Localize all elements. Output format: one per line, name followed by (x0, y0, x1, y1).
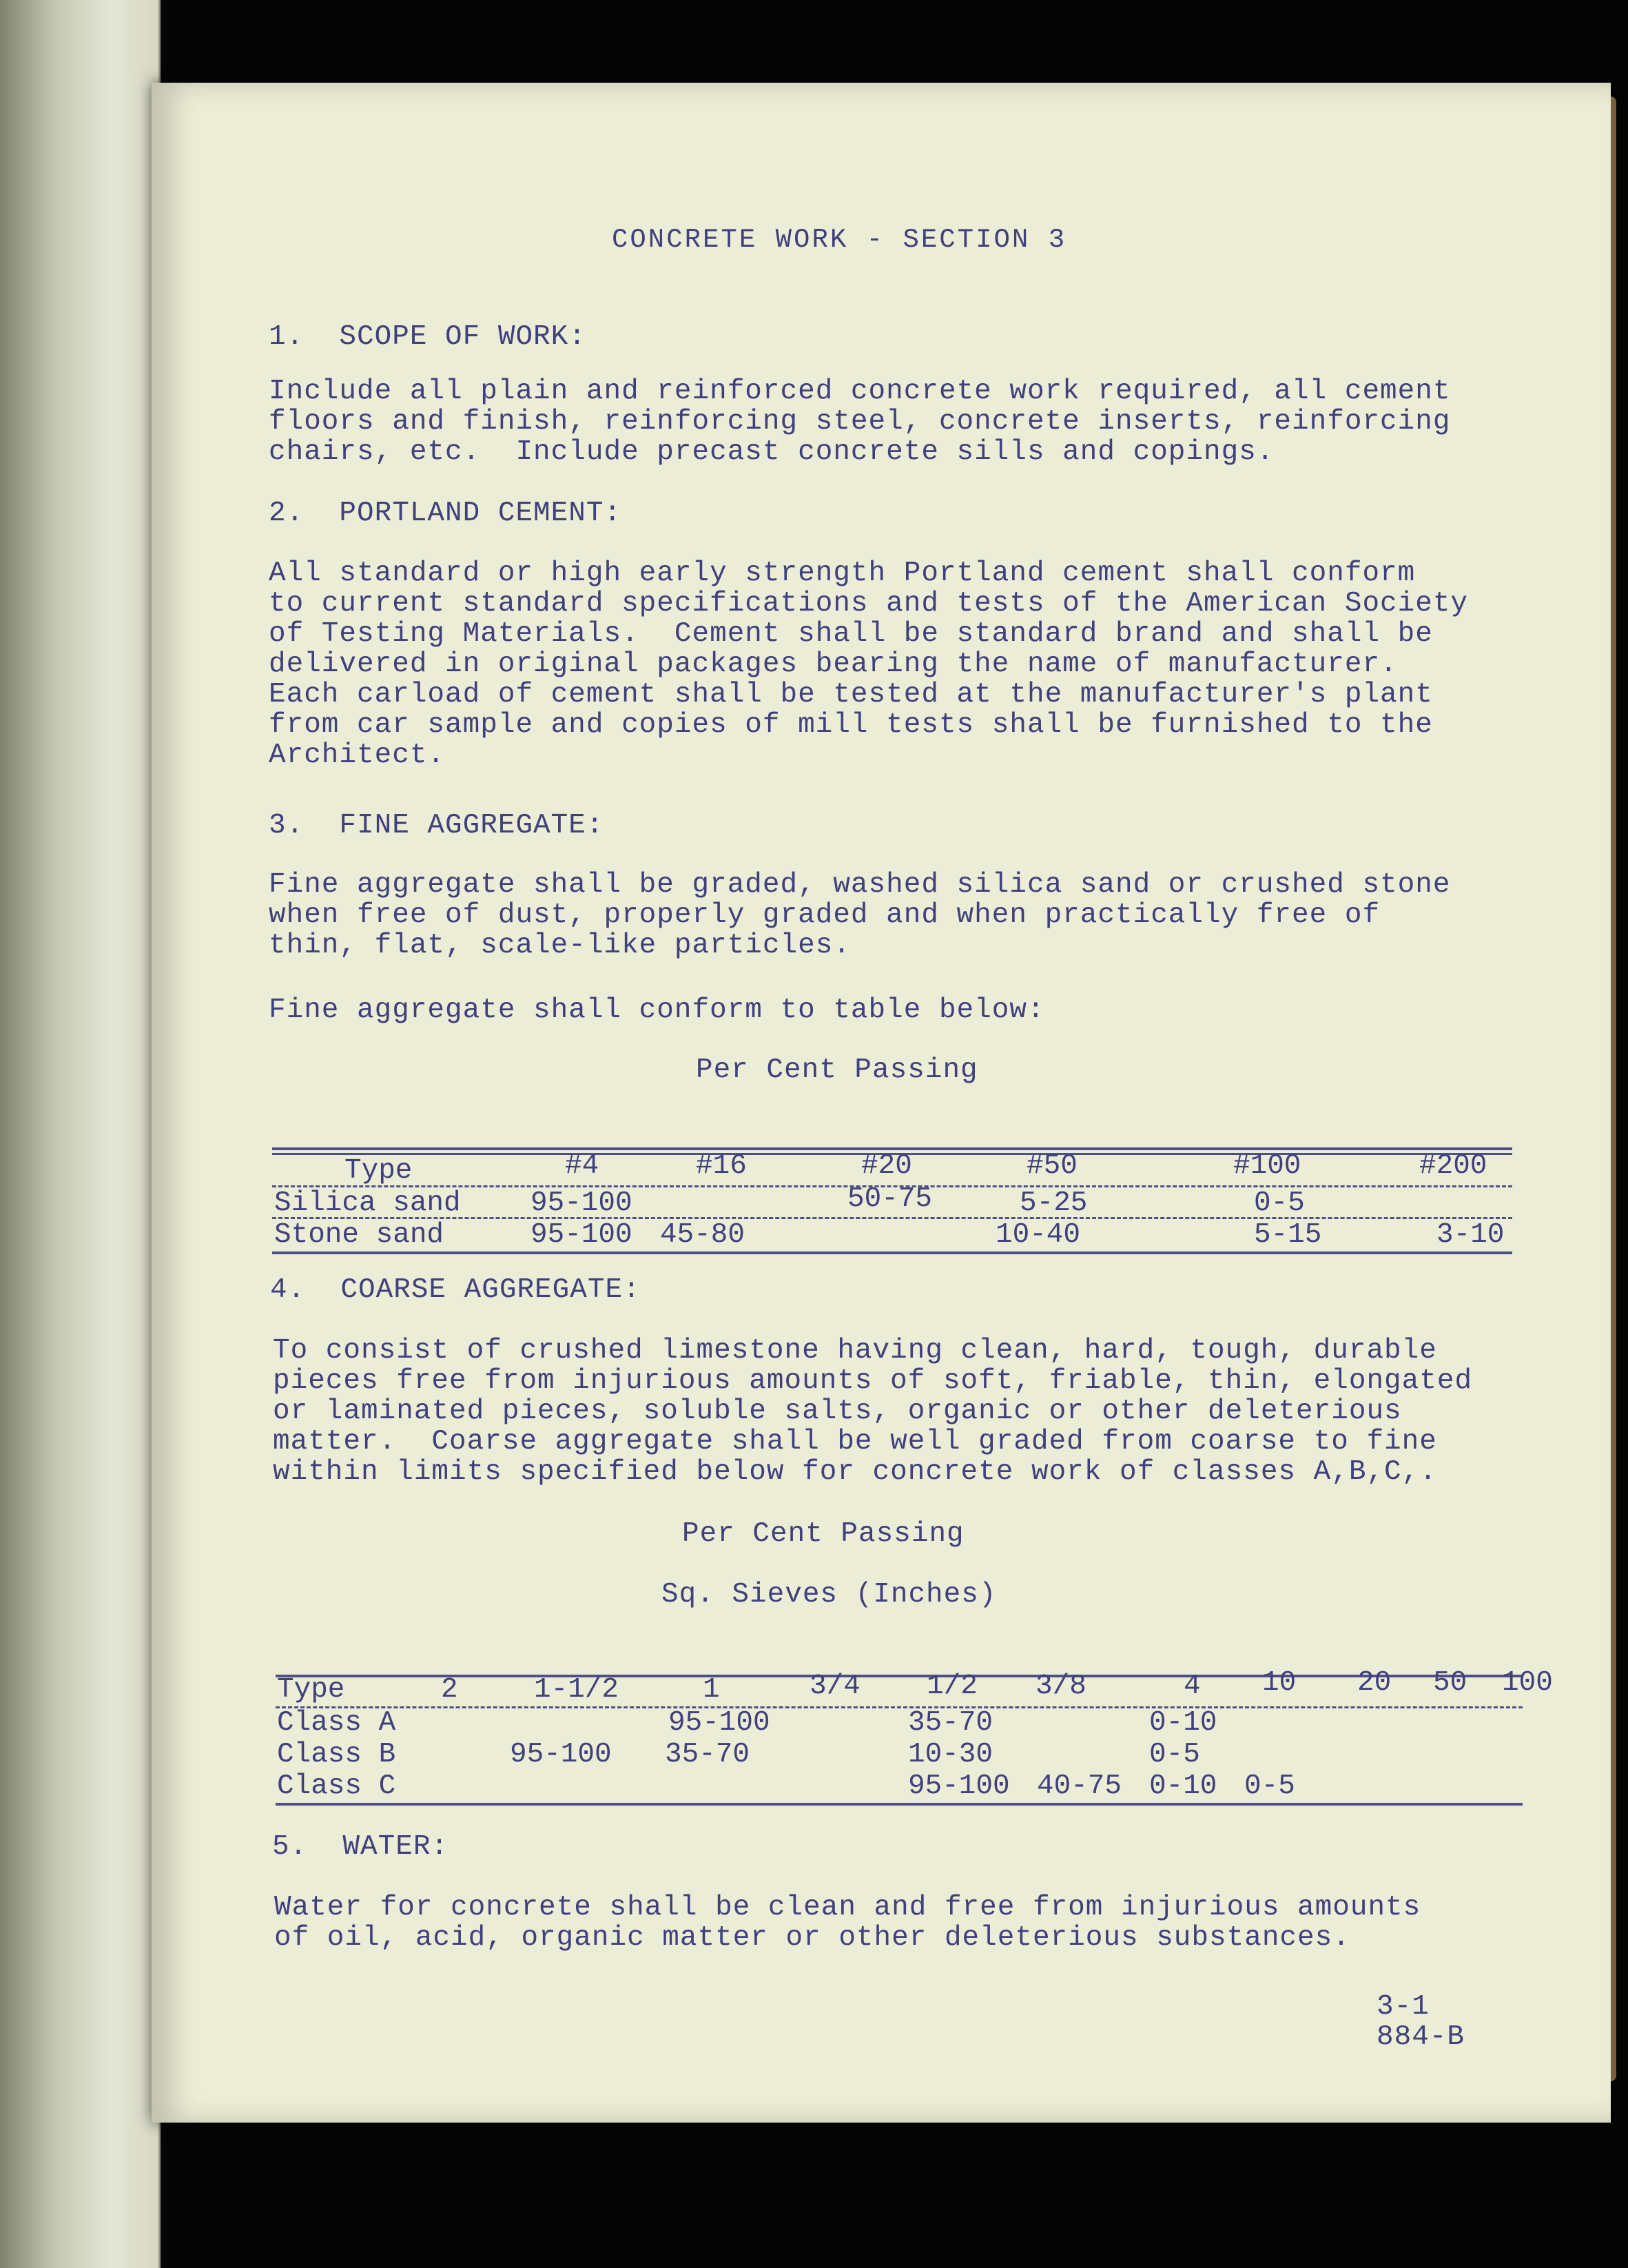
water-heading: 5. WATER: (272, 1831, 449, 1863)
table-cell: 45-80 (660, 1219, 745, 1251)
page-number: 3-1 (1377, 1991, 1430, 2023)
table-header-cell: 1 (703, 1674, 720, 1706)
cement-line: of Testing Materials. Cement shall be standard brand and shall be (269, 618, 1433, 650)
table-cell: 95-100 (908, 1770, 1010, 1802)
coarse-heading: 4. COARSE AGGREGATE: (270, 1274, 641, 1306)
scope-line: chairs, etc. Include precast concrete sills and copings. (269, 436, 1275, 468)
coarse-line: To consist of crushed limestone having clean, hard, tough, durable (273, 1335, 1437, 1367)
table-cell: Stone sand (274, 1219, 444, 1251)
fine-line: when free of dust, properly graded and when practically free of (269, 899, 1381, 931)
fine-table-row-rule (272, 1217, 1512, 1219)
coarse-line: within limits specified below for concrete work of classes A,B,C,. (273, 1456, 1437, 1488)
facing-page-edge (0, 0, 161, 2268)
table-cell: 0-5 (1244, 1770, 1295, 1802)
table-header-cell: 100 (1502, 1667, 1553, 1699)
table-header-cell: 2 (441, 1674, 458, 1706)
table-header-cell: #4 (565, 1150, 599, 1182)
table-header-cell: 50 (1433, 1667, 1467, 1699)
table-cell: 35-70 (665, 1739, 750, 1770)
coarse-table-header-rule (276, 1706, 1523, 1708)
cement-line: All standard or high early strength Portland cement shall conform (269, 558, 1416, 589)
table-cell: 95-100 (530, 1219, 632, 1251)
coarse-table-top-rule (276, 1675, 1523, 1677)
table-cell: Class B (277, 1739, 396, 1770)
table-cell: 50-75 (847, 1183, 933, 1215)
table-cell: 95-100 (668, 1707, 770, 1739)
water-line: Water for concrete shall be clean and free from injurious amounts (274, 1892, 1421, 1923)
coarse-table-caption: Sq. Sieves (Inches) (661, 1579, 997, 1611)
document-number: 884-B (1377, 2021, 1465, 2053)
table-header-cell: 3/8 (1035, 1671, 1086, 1702)
table-header-cell: 1-1/2 (534, 1674, 619, 1706)
table-cell: 35-70 (908, 1707, 993, 1739)
table-cell: 0-10 (1149, 1770, 1217, 1802)
table-cell: 0-5 (1254, 1187, 1305, 1219)
coarse-line: pieces free from injurious amounts of soft, friable, thin, elongated (273, 1365, 1473, 1397)
table-cell: 10-30 (908, 1739, 993, 1770)
coarse-line: or laminated pieces, soluble salts, organic or other deleterious (273, 1396, 1402, 1427)
coarse-table-caption: Per Cent Passing (682, 1518, 965, 1550)
coarse-line: matter. Coarse aggregate shall be well graded from coarse to fine (273, 1426, 1437, 1458)
page-title: CONCRETE WORK - SECTION 3 (612, 225, 1067, 255)
cement-heading: 2. PORTLAND CEMENT: (269, 498, 622, 529)
table-header-cell: #100 (1233, 1150, 1301, 1182)
cement-line: Each carload of cement shall be tested at the manufacturer's plant (269, 679, 1433, 711)
table-cell: 10-40 (996, 1219, 1081, 1251)
table-header-cell: #20 (861, 1150, 912, 1182)
table-header-cell: 4 (1184, 1671, 1201, 1702)
scope-heading: 1. SCOPE OF WORK: (269, 321, 586, 353)
fine-table-caption: Per Cent Passing (696, 1054, 978, 1086)
table-cell: 0-10 (1149, 1707, 1217, 1739)
fine-table-bottom-rule (272, 1252, 1512, 1254)
water-line: of oil, acid, organic matter or other deleterious substances. (274, 1922, 1350, 1954)
document-page (152, 83, 1611, 2123)
table-cell: 0-5 (1149, 1739, 1200, 1770)
coarse-table-bottom-rule (276, 1803, 1523, 1806)
table-cell: 95-100 (530, 1187, 632, 1219)
table-header-cell: 10 (1262, 1667, 1297, 1699)
table-header-cell: #50 (1027, 1150, 1078, 1182)
table-header-cell: #200 (1419, 1150, 1487, 1182)
table-header-cell: 1/2 (927, 1671, 978, 1702)
cement-line: to current standard specifications and tests of the American Society (269, 588, 1469, 620)
fine-intro: Fine aggregate shall conform to table below: (269, 994, 1045, 1026)
cement-line: Architect. (269, 739, 446, 771)
cement-line: delivered in original packages bearing the name of manufacturer. (269, 648, 1398, 680)
fine-line: Fine aggregate shall be graded, washed silica sand or crushed stone (269, 869, 1451, 901)
table-cell: Class A (277, 1707, 396, 1739)
table-cell: 5-25 (1020, 1187, 1088, 1219)
scope-line: floors and finish, reinforcing steel, concrete inserts, reinforcing (269, 406, 1451, 438)
table-header-cell: 20 (1357, 1667, 1392, 1699)
table-cell: 40-75 (1037, 1770, 1122, 1802)
fine-line: thin, flat, scale-like particles. (269, 930, 851, 961)
table-cell: 3-10 (1436, 1219, 1505, 1251)
cement-line: from car sample and copies of mill tests shall be furnished to the (269, 709, 1433, 741)
table-cell: Silica sand (274, 1187, 461, 1219)
scope-line: Include all plain and reinforced concrete work required, all cement (269, 376, 1451, 407)
table-header-cell: #16 (696, 1150, 747, 1182)
table-header-cell: Type (277, 1674, 345, 1706)
table-header-cell: Type (344, 1155, 413, 1187)
table-cell: Class C (277, 1770, 396, 1802)
table-cell: 5-15 (1254, 1219, 1322, 1251)
table-header-cell: 3/4 (810, 1671, 861, 1702)
table-cell: 95-100 (510, 1739, 612, 1770)
fine-heading: 3. FINE AGGREGATE: (269, 810, 604, 841)
